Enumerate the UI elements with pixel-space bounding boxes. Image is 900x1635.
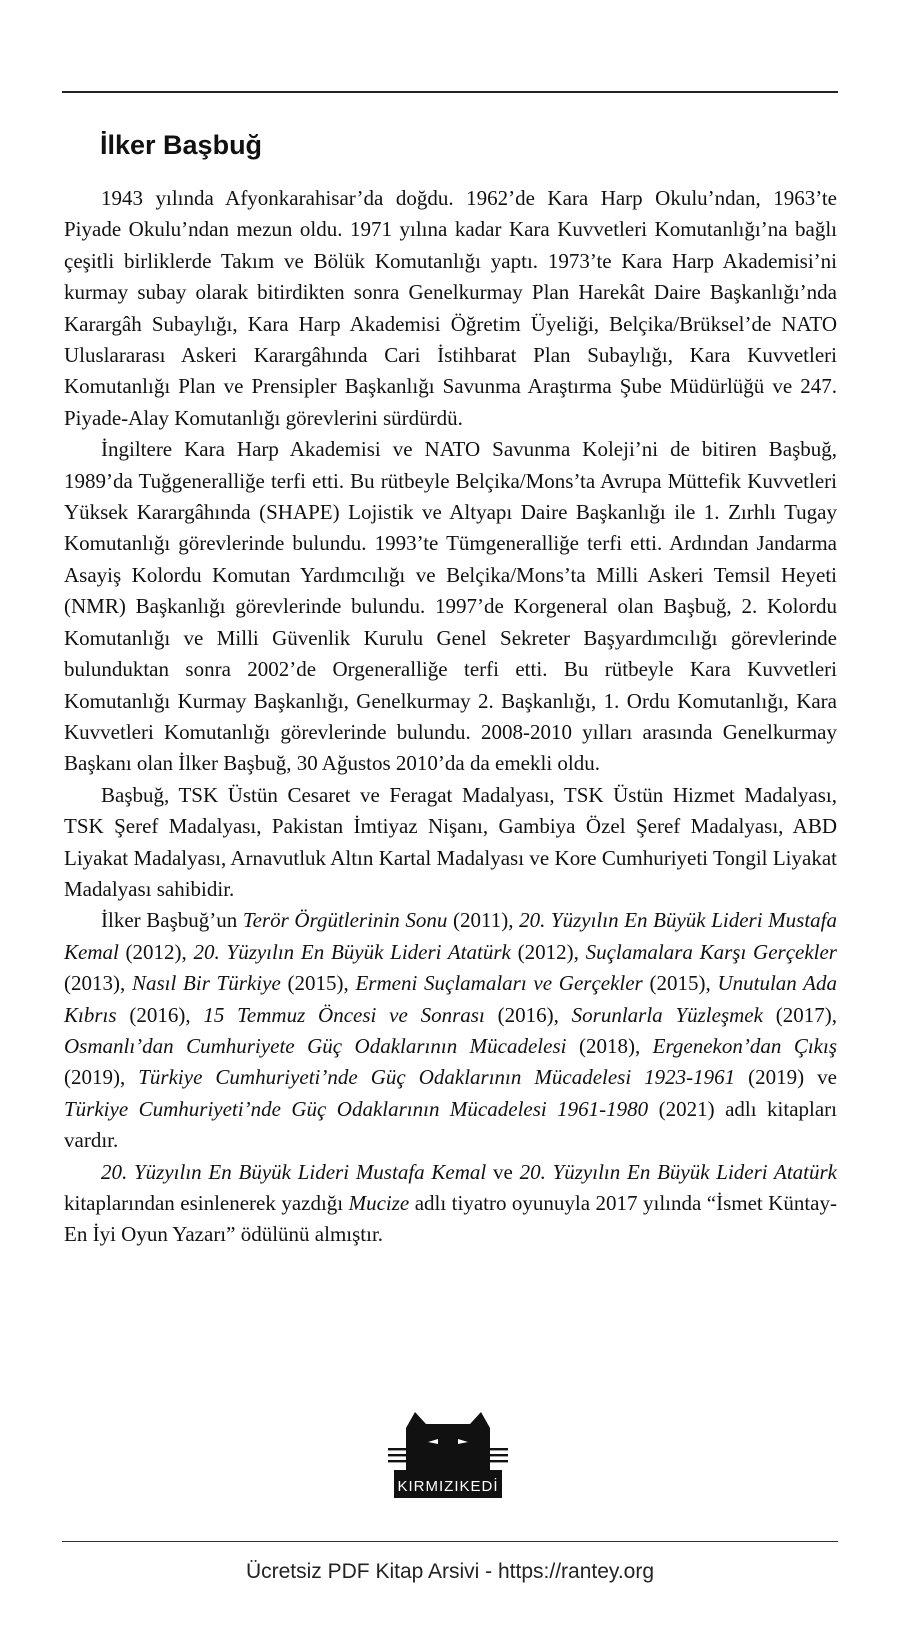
footer-text: Ücretsiz PDF Kitap Arsivi - https://rantey.org [245, 1560, 655, 1583]
book-title: 15 Temmuz Öncesi ve Sonrası [203, 1002, 485, 1027]
top-divider [62, 91, 838, 93]
author-heading: İlker Başbuğ [100, 130, 263, 160]
publisher-logo [388, 1408, 508, 1498]
book-title: Türkiye Cumhuriyeti’nde Güç Odaklarının Mücadelesi 1961-1980 [64, 1096, 649, 1121]
book-title: Mucize [348, 1191, 410, 1215]
text-run: (2017), [762, 1002, 837, 1027]
paragraph [64, 1157, 837, 1251]
bottom-divider [62, 1541, 838, 1542]
book-title: Türkiye Cumhuriyeti’nde Güç Odaklarının Mücadelesi 1923-1961 [138, 1065, 736, 1090]
text-run: 1943 yılında Afyonkarahisar’da doğdu. 1962’de Kara Harp Okulu’ndan, 1963’te Piyade Okulu’ndan mezun oldu. 1971 yılına kadar Kara Kuvvetleri Komutanlığı’na bağlı çeşitli birliklerde Takım ve Bölük Komutanlığı yaptı. 1973’te Kara Harp Akademisi’ni kurmay subay olarak bitirdikten sonra Genelkurmay Plan Harekât Daire Başkanlığı’nda Karargâh Subaylığı, Kara Harp Akademisi Öğretim Üyeliği, Belçika/Brüksel’de NATO Uluslararası Askeri Karargâhında Cari İstihbarat Plan Subaylığı, Kara Kuvvetleri Komutanlığı Plan ve Prensipler Başkanlığı Savunma Araştırma Şube Müdürlüğü ve 247. Piyade-Alay Komutanlığı görevlerini sürdürdü. [64, 186, 837, 430]
text-run: adlı tiyatro oyunuyla 2017 yılında “İsmet Küntay-En İyi Oyun Yazarı” ödülünü almıştır. [64, 1191, 837, 1247]
paragraph [64, 780, 837, 906]
book-title: Ergenekon’dan Çıkış [652, 1033, 837, 1058]
text-run: ve [486, 1159, 520, 1184]
text-run: (2019), [64, 1065, 139, 1090]
paragraph [64, 905, 837, 1156]
text-run: (2016), [484, 1002, 572, 1027]
text-run: Başbuğ, TSK Üstün Cesaret ve Feragat Madalyası, TSK Üstün Hizmet Madalyası, TSK Şeref Madalyası, Pakistan İmtiyaz Nişanı, Gambiya Özel Şeref Madalyası, ABD Liyakat Madalyası, Arnavutluk Altın Kartal Madalyası ve Kore Cumhuriyeti Tongil Liyakat Madalyası sahibidir. [64, 782, 837, 901]
text-run: (2015), [280, 971, 356, 996]
paragraph [64, 183, 837, 434]
book-title: Ermeni Suçlamaları ve Gerçekler [355, 971, 643, 996]
text-run: İngiltere Kara Harp Akademisi ve NATO Savunma Koleji’ni de bitiren Başbuğ, 1989’da Tuğgeneralliğe terfi etti. Bu rütbeyle Belçika/Mons’ta Avrupa Müttefik Kuvvetleri Yüksek Karargâhında (SHAPE) Lojistik ve Altyapı Daire Başkanlığı ile 1. Zırhlı Tugay Komutanlığı görevlerinde bulundu. 1993’te Tümgeneralliğe terfi etti. Ardından Jandarma Asayiş Kolordu Komutan Yardımcılığı ve Belçika/Mons’ta Milli Askeri Temsil Heyeti (NMR) Başkanlığı görevlerinde bulundu. 1997’de Korgeneral olan Başbuğ, 2. Kolordu Komutanlığı ve Milli Güvenlik Kurulu Genel Sekreter Başyardımcılığı görevlerinde bulunduktan sonra 2002’de Orgeneralliğe terfi etti. Bu rütbeyle Kara Kuvvetleri Komutanlığı Kurmay Başkanlığı, Genelkurmay 2. Başkanlığı, 1. Ordu Komutanlığı, Kara Kuvvetleri Komutanlığı görevlerinde bulundu. 2008-2010 yılları arasında Genelkurmay Başkanı olan İlker Başbuğ, 30 Ağustos 2010’da da emekli oldu. [64, 437, 837, 776]
text-run: İlker Başbuğ’un [101, 908, 243, 933]
book-title: Sorunlarla Yüzleşmek [571, 1002, 763, 1027]
book-title: 20. Yüzyılın En Büyük Lideri Atatürk [193, 939, 511, 964]
book-title: Osmanlı’dan Cumhuriyete Güç Odaklarının Mücadelesi [64, 1033, 567, 1058]
text-run: (2012), [510, 939, 586, 964]
biography-text [64, 183, 837, 1251]
text-run: (2013), [64, 971, 132, 996]
book-title: Terör Örgütlerinin Sonu [242, 908, 448, 933]
text-run: (2012), [118, 939, 194, 964]
text-run: (2019) ve [735, 1065, 837, 1090]
text-run: (2015), [642, 971, 718, 996]
book-title: Unutulan Ada Kıbrıs [64, 971, 837, 1027]
book-title: Suçlamalara Karşı Gerçekler [585, 939, 837, 964]
book-title: 20. Yüzyılın En Büyük Lideri Mustafa Kemal [64, 908, 837, 964]
text-run: (2021) adlı kitapları vardır. [64, 1096, 838, 1153]
cat-icon [388, 1408, 508, 1498]
text-run: (2018), [566, 1033, 653, 1058]
book-title: Nasıl Bir Türkiye [131, 971, 281, 996]
text-run: (2011), [447, 908, 520, 933]
book-title: 20. Yüzyılın En Büyük Lideri Atatürk [519, 1159, 837, 1184]
text-run: (2016), [116, 1002, 204, 1027]
book-title: 20. Yüzyılın En Büyük Lideri Mustafa Kemal [101, 1159, 487, 1184]
text-run: kitaplarından esinlenerek yazdığı [64, 1191, 349, 1215]
paragraph [64, 434, 837, 779]
publisher-logo-label: KIRMIZIKEDİ [397, 1478, 499, 1495]
